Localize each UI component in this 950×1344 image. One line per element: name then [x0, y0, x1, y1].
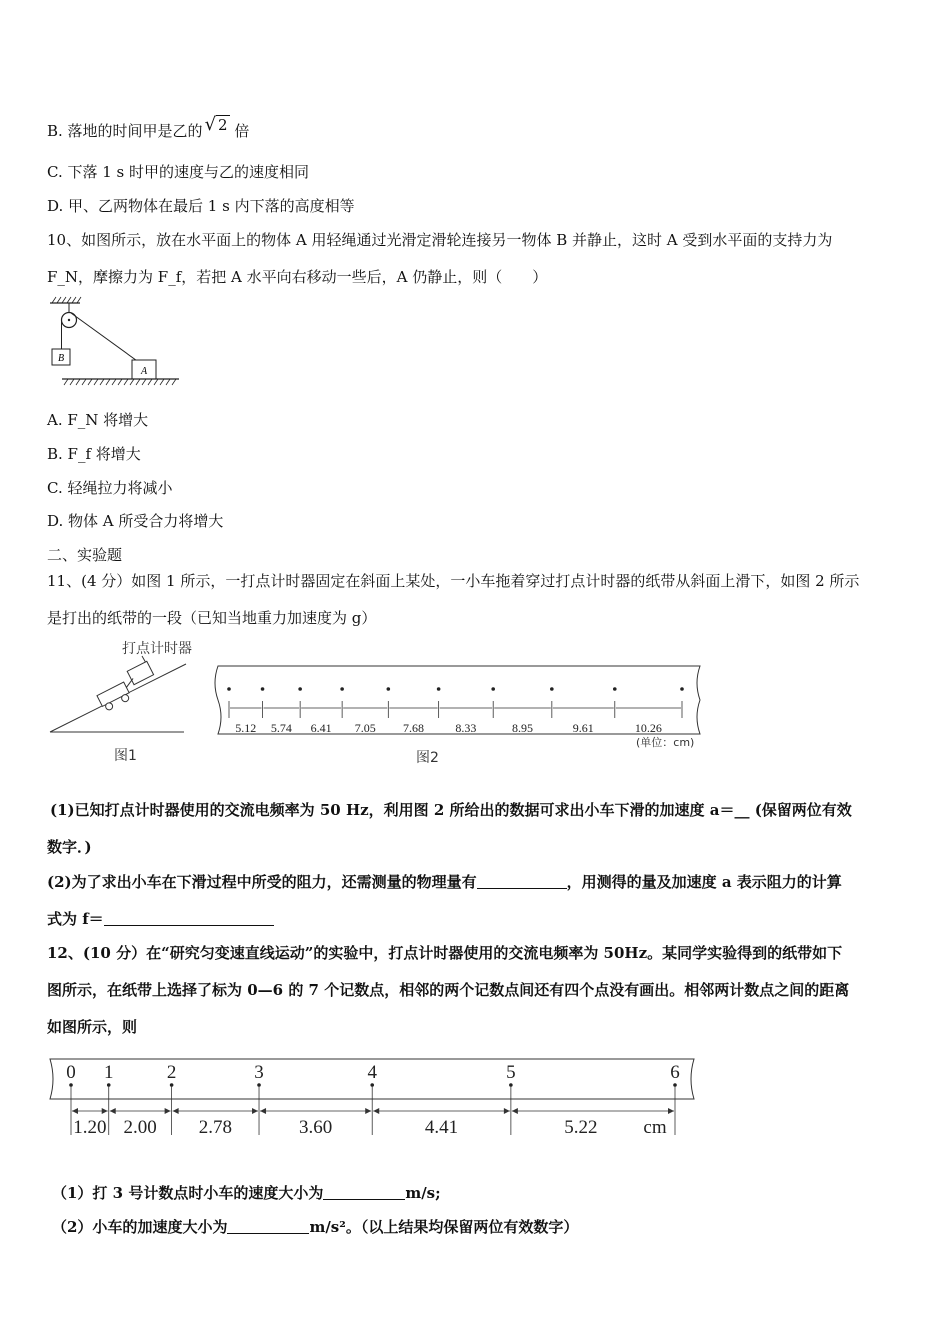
incline-figure	[46, 636, 216, 770]
q11-part1-line1: (1)已知打点计时器使用的交流电频率为 50 Hz，利用图 2 所给出的数据可求出小车下滑的加速度 a＝__ (保留两位有效	[50, 801, 852, 819]
tape-figure-q12	[44, 1053, 704, 1143]
tape-dot	[227, 687, 231, 691]
q9-option-d: D. 甲、乙两物体在最后 1 s 内下落的高度相等	[47, 197, 355, 215]
q10-option-d: D. 物体 A 所受合力将增大	[47, 512, 224, 530]
arrow-head	[102, 1108, 108, 1114]
answer-blank-quantity[interactable]	[477, 874, 567, 889]
q11-part1-line2: 数字．)	[47, 838, 92, 856]
q9-option-b	[47, 114, 249, 141]
tape-value-label: 8.33	[455, 721, 477, 735]
tape-point-label: 2	[166, 1062, 177, 1083]
tape-value-label: 7.68	[402, 721, 424, 735]
q12-part2-text: （2）小车的加速度大小为	[52, 1218, 228, 1236]
fig1-caption: 图1	[114, 748, 137, 764]
sqrt-symbol: √ 2	[204, 114, 228, 135]
q11-stem-line1: 11、(4 分）如图 1 所示，一打点计时器固定在斜面上某处，一小车拖着穿过打点计时器的纸带从斜面上滑下，如图 2 所示	[47, 572, 860, 590]
arrow-head	[165, 1108, 171, 1114]
pulley-figure	[44, 293, 184, 389]
sqrt-radicand: 2	[218, 116, 228, 134]
tape-dot	[298, 687, 302, 691]
q12-stem-line3: 如图所示，则	[47, 1018, 138, 1036]
arrow-head	[110, 1108, 116, 1114]
tape-value-label: 6.41	[310, 721, 332, 735]
tape-dot	[387, 687, 391, 691]
tape-point-label: 5	[506, 1062, 516, 1083]
block-a-label: A	[140, 366, 148, 377]
q9-option-b-suffix: 倍	[234, 122, 250, 140]
tape-value-label: 10.26	[634, 721, 662, 735]
tape-q12-unit: cm	[643, 1117, 667, 1138]
tape-point-label: 6	[670, 1062, 680, 1083]
answer-blank-formula[interactable]	[104, 911, 274, 926]
tape-value-label: 8.95	[512, 721, 534, 735]
tape-point-label: 3	[254, 1062, 264, 1083]
tape-point-label: 1	[103, 1062, 114, 1083]
block-b-label: B	[57, 353, 65, 364]
q12-part1-unit: m/s;	[405, 1184, 441, 1202]
tape-q12-distance-label: 2.00	[123, 1117, 157, 1138]
arrow-head	[668, 1108, 674, 1114]
q11-part2-line2	[47, 908, 274, 929]
tape-value-label: 5.12	[235, 721, 257, 735]
arrow-head	[373, 1108, 379, 1114]
q11-part2-line1	[47, 871, 842, 892]
cart-body	[97, 682, 129, 706]
tape-unit-label: (单位：cm)	[636, 736, 695, 749]
q11-part2-text-a: (2)为了求出小车在下滑过程中所受的阻力，还需测量的物理量有	[47, 873, 477, 891]
tape-dot	[437, 687, 441, 691]
timer-label: 打点计时器	[122, 641, 192, 657]
tape-q12-distance-label: 3.60	[298, 1117, 333, 1138]
answer-blank-velocity[interactable]	[323, 1185, 405, 1200]
tape-q12-distance-label: 1.20	[73, 1117, 107, 1138]
tape-dot	[613, 687, 617, 691]
arrow-head	[512, 1108, 518, 1114]
tape-point-label: 0	[66, 1062, 76, 1083]
q12-part2-unit: m/s²。（以上结果均保留两位有效数字）	[309, 1218, 579, 1236]
q10-option-a: A. F_N 将增大	[47, 411, 149, 429]
tape-dot	[550, 687, 554, 691]
fig2-caption: 图2	[416, 750, 439, 766]
tape-value-label: 7.05	[354, 721, 376, 735]
answer-blank-acceleration[interactable]	[227, 1219, 309, 1234]
tape-q12-distance-label: 4.41	[424, 1117, 459, 1138]
arrow-head	[72, 1108, 78, 1114]
q10-stem-line1: 10、如图所示，放在水平面上的物体 A 用轻绳通过光滑定滑轮连接另一物体 B 并静止，这时 A 受到水平面的支持力为	[47, 231, 833, 249]
q9-option-b-text: B. 落地的时间甲是乙的	[47, 122, 203, 140]
tape-dot	[491, 687, 495, 691]
q9-option-c: C. 下落 1 s 时甲的速度与乙的速度相同	[47, 163, 310, 181]
tape-dot	[680, 687, 684, 691]
section-heading: 二、实验题	[47, 546, 123, 564]
q12-stem-line2: 图所示，在纸带上选择了标为 0—6 的 7 个记数点，相邻的两个记数点间还有四个点没有画出。相邻两计数点之间的距离	[47, 981, 850, 999]
tape-value-label: 5.74	[270, 721, 292, 735]
arrow-head	[173, 1108, 179, 1114]
tape-dot	[261, 687, 265, 691]
q12-part1-text: （1）打 3 号计数点时小车的速度大小为	[52, 1184, 324, 1202]
arrow-head	[252, 1108, 258, 1114]
q10-option-c: C. 轻绳拉力将减小	[47, 479, 173, 497]
arrow-head	[365, 1108, 371, 1114]
tape-figure-2	[212, 660, 707, 772]
q12-stem-line1: 12、(10 分）在“研究匀变速直线运动”的实验中，打点计时器使用的交流电频率为 50Hz。某同学实验得到的纸带如下	[47, 944, 843, 962]
q11-stem-line2: 是打出的纸带的一段（已知当地重力加速度为 g）	[47, 609, 377, 627]
q12-part2	[52, 1216, 578, 1237]
arrow-head	[260, 1108, 266, 1114]
tape-dot	[340, 687, 344, 691]
tape-point-label: 4	[367, 1062, 377, 1083]
tape-q12-distance-label: 5.22	[564, 1117, 598, 1138]
tape-q12-distance-label: 2.78	[198, 1117, 232, 1138]
q11-part2-formula-label: 式为 f＝	[47, 910, 104, 928]
q12-part1	[52, 1182, 441, 1203]
tape-value-label: 9.61	[572, 721, 594, 735]
q10-stem-line2: F_N，摩擦力为 F_f，若把 A 水平向右移动一些后，A 仍静止，则（ ）	[47, 268, 548, 286]
arrow-head	[504, 1108, 510, 1114]
q11-part2-text-b: ，用测得的量及加速度 a 表示阻力的计算	[566, 873, 842, 891]
q10-option-b: B. F_f 将增大	[47, 445, 141, 463]
